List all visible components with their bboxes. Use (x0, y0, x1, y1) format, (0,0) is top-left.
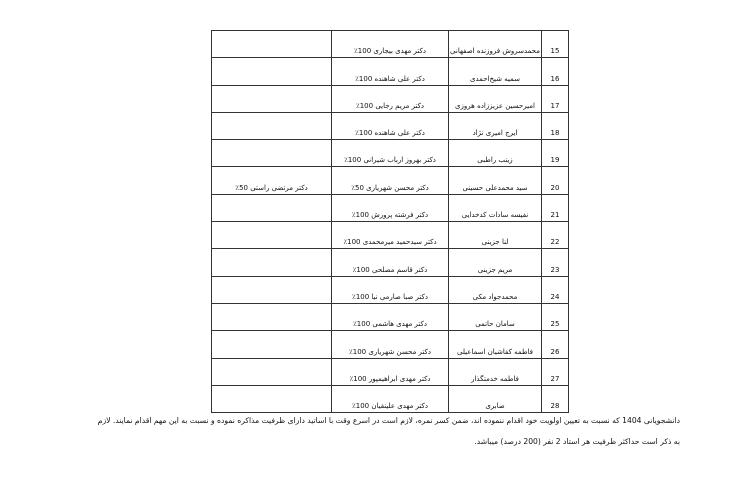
student-name-cell: مریم جزینی (449, 249, 542, 276)
supervisor-cell: دکتر سیدحمید میرمحمدی 100٪ (332, 222, 449, 249)
row-number-cell: 27 (542, 358, 569, 385)
co-supervisor-cell: دکتر مرتضی راستی 50٪ (212, 167, 332, 194)
supervisor-cell: دکتر محسن شهریاری 100٪ (332, 331, 449, 358)
row-number-cell: 15 (542, 31, 569, 58)
row-number-cell: 24 (542, 276, 569, 303)
student-name-cell: لنا جزینی (449, 222, 542, 249)
row-number-cell: 17 (542, 85, 569, 112)
co-supervisor-cell (212, 31, 332, 58)
table-row (212, 31, 569, 58)
table-row (212, 276, 569, 303)
supervisor-cell: دکتر صبا صارمی نیا 100٪ (332, 276, 449, 303)
table-row (212, 85, 569, 112)
table-row (212, 222, 569, 249)
student-name-cell: ایرج امیری نژاد (449, 112, 542, 139)
table-row (212, 385, 569, 412)
student-name-cell: محمدجواد مکی (449, 276, 542, 303)
co-supervisor-cell (212, 194, 332, 221)
co-supervisor-cell (212, 303, 332, 330)
supervisor-cell: دکتر مهدی هاشمی 100٪ (332, 303, 449, 330)
co-supervisor-cell (212, 385, 332, 412)
supervisor-cell: دکتر علی شاهنده 100٪ (332, 58, 449, 85)
student-name-cell: فاطمه کفاشیان اسماعیلی (449, 331, 542, 358)
co-supervisor-cell (212, 249, 332, 276)
table-row (212, 331, 569, 358)
row-number-cell: 22 (542, 222, 569, 249)
table-row (212, 358, 569, 385)
supervisor-cell: دکتر بهروز ارباب شیرانی 100٪ (332, 140, 449, 167)
table-row (212, 249, 569, 276)
student-name-cell: محمدسروش فروزنده اصفهانی (449, 31, 542, 58)
supervisor-cell: دکتر مهدی ابراهیمپور 100٪ (332, 358, 449, 385)
student-name-cell: سمیه شیخ‌احمدی (449, 58, 542, 85)
co-supervisor-cell (212, 140, 332, 167)
row-number-cell: 28 (542, 385, 569, 412)
row-number-cell: 25 (542, 303, 569, 330)
row-number-cell: 20 (542, 167, 569, 194)
table-row (212, 194, 569, 221)
assignment-table (211, 30, 569, 413)
row-number-cell: 18 (542, 112, 569, 139)
row-number-cell: 19 (542, 140, 569, 167)
co-supervisor-cell (212, 58, 332, 85)
student-name-cell: امیرحسین عزیززاده هروزی (449, 85, 542, 112)
table-body (212, 31, 569, 413)
supervisor-cell: دکتر مهدی بیجاری 100٪ (332, 31, 449, 58)
co-supervisor-cell (212, 112, 332, 139)
supervisor-cell: دکتر مهدی علینقیان 100٪ (332, 385, 449, 412)
student-name-cell: فاطمه خدمتگذار (449, 358, 542, 385)
table-row (212, 112, 569, 139)
notice-line-1: دانشجویانی 1404 که نسبت به تعیین اولویت خود اقدام ننموده اند، ضمن کسر نمره، لازم است در اسرع وقت با اساتید دارای ظرفیت مذاکره نموده و نسبت به این مهم اقدام نمایند. لازم (97, 416, 680, 425)
table-row (212, 140, 569, 167)
student-name-cell: صابری (449, 385, 542, 412)
student-name-cell: نفیسه سادات کدخدایی (449, 194, 542, 221)
co-supervisor-cell (212, 222, 332, 249)
row-number-cell: 26 (542, 331, 569, 358)
row-number-cell: 16 (542, 58, 569, 85)
student-name-cell: زینب راطبی (449, 140, 542, 167)
supervisor-cell: دکتر علی شاهنده 100٪ (332, 112, 449, 139)
supervisor-cell: دکتر مریم رجایی 100٪ (332, 85, 449, 112)
co-supervisor-cell (212, 331, 332, 358)
supervisor-cell: دکتر فرشته پرورش 100٪ (332, 194, 449, 221)
row-number-cell: 23 (542, 249, 569, 276)
notice-paragraph (66, 410, 680, 452)
co-supervisor-cell (212, 85, 332, 112)
student-name-cell: سامان حاتمی (449, 303, 542, 330)
row-number-cell: 21 (542, 194, 569, 221)
notice-line-2: به ذکر است حداکثر ظرفیت هر استاد 2 نفر (200 درصد) میباشد. (474, 437, 680, 446)
co-supervisor-cell (212, 358, 332, 385)
table-row (212, 58, 569, 85)
co-supervisor-cell (212, 276, 332, 303)
table-row (212, 167, 569, 194)
supervisor-cell: دکتر قاسم مصلحی 100٪ (332, 249, 449, 276)
supervisor-cell: دکتر محسن شهریاری 50٪ (332, 167, 449, 194)
table-row (212, 303, 569, 330)
student-name-cell: سید محمدعلی حسینی (449, 167, 542, 194)
